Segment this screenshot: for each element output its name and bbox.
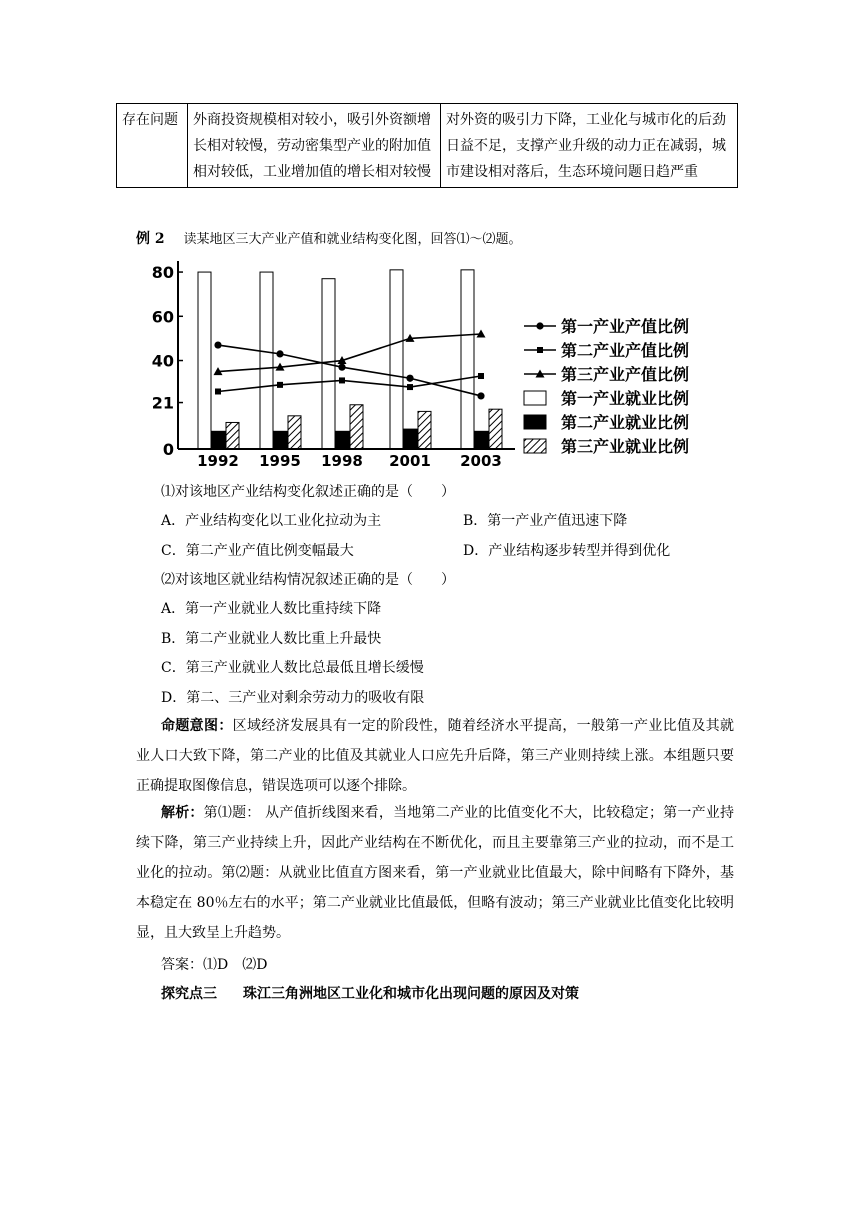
section-title: 珠江三角洲地区工业化和城市化出现问题的原因及对策 [243, 986, 579, 1002]
section-heading [161, 984, 579, 1004]
point-2-1992 [215, 388, 221, 394]
q1-option-a: A．产业结构变化以工业化拉动为主 [161, 513, 382, 529]
line-series-1 [218, 345, 481, 396]
bar-2-2001 [404, 429, 417, 449]
x-tick-label-1998: 1998 [321, 452, 363, 470]
legend-label-5: 第二产业就业比例 [561, 413, 690, 432]
bar-1-1995 [260, 272, 273, 449]
y-tick-label-21: 21 [151, 393, 174, 413]
bar-2-2003 [475, 431, 488, 449]
bar-2-1992 [212, 431, 225, 449]
q2-option-d: D．第二、三产业对剩余劳动力的吸收有限 [161, 690, 425, 706]
legend-marker-1 [536, 322, 543, 329]
y-tick-label-60: 60 [151, 307, 174, 327]
point-1-1992 [214, 341, 221, 348]
y-tick-label-40: 40 [151, 351, 174, 371]
example-text: 读某地区三大产业产值和就业结构变化图，回答⑴～⑵题。 [183, 232, 522, 247]
col-a-cell: 外商投资规模相对较小，吸引外资额增长相对较慢，劳动密集型产业的附加值相对较低，工业增加值的增长相对较慢 [188, 104, 441, 188]
legend-label-1: 第一产业产值比例 [561, 317, 690, 336]
x-tick-label-1995: 1995 [259, 452, 301, 470]
bar-2-1995 [274, 431, 287, 449]
legend-label-3: 第三产业产值比例 [561, 365, 690, 384]
row-label-cell: 存在问题 [117, 104, 188, 188]
q2-option-a: A．第一产业就业人数比重持续下降 [161, 601, 382, 617]
legend-label-6: 第三产业就业比例 [561, 437, 690, 456]
line-series-3 [218, 334, 481, 372]
x-tick-label-1992: 1992 [197, 452, 239, 470]
point-1-1998 [338, 364, 345, 371]
q2-option-b: B．第二产业就业人数比重上升最快 [161, 631, 382, 647]
intent-text: 区域经济发展具有一定的阶段性，随着经济水平提高，一般第一产业比值及其就业人口大致下降，第二产业的比值及其就业人口应先升后降，第三产业则持续上涨。本组题只要正确提取图像信息，错误选项可以逐个排除。 [136, 718, 735, 794]
point-1-2003 [477, 392, 484, 399]
point-2-1995 [277, 382, 283, 388]
legend-swatch-6 [524, 439, 546, 453]
example-heading [136, 229, 522, 250]
q1-stem: ⑴对该地区产业结构变化叙述正确的是（ ） [161, 484, 455, 500]
industry-structure-chart [150, 256, 720, 474]
line-series-2 [218, 376, 481, 391]
q1-option-b: B．第一产业产值迅速下降 [463, 513, 628, 529]
point-1-2001 [406, 375, 413, 382]
legend-label-2: 第二产业产值比例 [561, 341, 690, 360]
col-b-cell: 对外资的吸引力下降，工业化与城市化的后劲日益不足，支撑产业升级的动力正在减弱，城市建设相对落后，生态环境问题日趋严重 [441, 104, 738, 188]
problems-table [116, 103, 738, 188]
legend-swatch-4 [524, 391, 546, 405]
q1-option-c: C．第二产业产值比例变幅最大 [161, 543, 354, 559]
bar-3-1995 [288, 416, 301, 449]
legend-marker-2 [537, 347, 543, 353]
legend-label-4: 第一产业就业比例 [561, 389, 690, 408]
bar-1-2003 [461, 270, 474, 449]
example-label: 例 2 [136, 231, 165, 247]
q1-option-d: D．产业结构逐步转型并得到优化 [463, 543, 671, 559]
q2-stem: ⑵对该地区就业结构情况叙述正确的是（ ） [161, 572, 455, 588]
legend-swatch-5 [524, 415, 546, 429]
intent-paragraph [136, 711, 734, 801]
y-tick-label-0: 0 [162, 440, 174, 459]
x-tick-label-2001: 2001 [389, 452, 431, 470]
bar-1-2001 [390, 270, 403, 449]
analysis-paragraph [136, 798, 734, 948]
section-label: 探究点三 [161, 986, 217, 1002]
bar-2-1998 [336, 431, 349, 449]
point-2-2001 [407, 384, 413, 390]
answer-line: 答案：⑴D ⑵D [161, 957, 268, 973]
point-2-2003 [478, 373, 484, 379]
analysis-label: 解析： [161, 805, 204, 821]
q2-option-c: C．第三产业就业人数比总最低且增长缓慢 [161, 660, 424, 676]
bar-3-1998 [350, 405, 363, 449]
point-1-1995 [276, 350, 283, 357]
y-tick-label-80: 80 [151, 263, 174, 283]
x-tick-label-2003: 2003 [460, 452, 502, 470]
point-2-1998 [339, 377, 345, 383]
table-row [117, 104, 738, 188]
bar-3-2003 [489, 409, 502, 449]
bar-3-1992 [226, 422, 239, 449]
intent-label: 命题意图： [161, 718, 233, 734]
analysis-text: 第⑴题： 从产值折线图来看，当地第二产业的比值变化不大，比较稳定；第一产业持续下降，第三产业持续上升，因此产业结构在不断优化，而且主要靠第三产业的拉动，而不是工业化的拉动。第⑵题：从就业比值直方图来看，第一产业就业比值最大，除中间略有下降外，基本稳定在 80％左右的水平；第二产业就业比值最低，但略有波动；第三产业就业比值变化比较明显，且大致呈上升趋势。 [136, 805, 735, 941]
bar-3-2001 [418, 411, 431, 449]
bar-1-1992 [198, 272, 211, 449]
